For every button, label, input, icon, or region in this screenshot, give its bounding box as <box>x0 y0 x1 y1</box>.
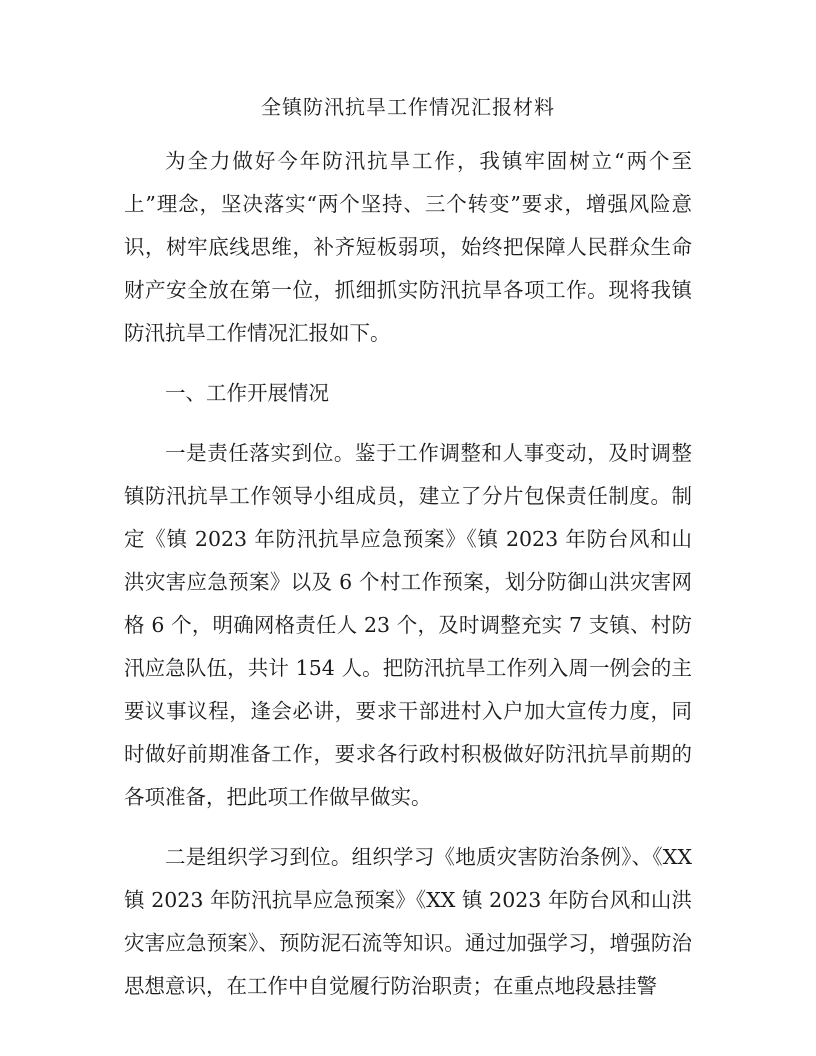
document-title: 全镇防汛抗旱工作情况汇报材料 <box>261 95 555 119</box>
document-body <box>124 140 692 1008</box>
body-paragraph-study: 二是组织学习到位。组织学习《地质灾害防治条例》、《XX 镇 2023 年防汛抗旱应急预案》《XX 镇 2023 年防台风和山洪灾害应急预案》、预防泥石流等知识。通过加强学习，增强防治思想意识，在工作中自觉履行防治职责；在重点地段悬挂警 <box>124 845 692 998</box>
intro-paragraph: 为全力做好今年防汛抗旱工作，我镇牢固树立“两个至上”理念，坚决落实“两个坚持、三个转变”要求，增强风险意识，树牢底线思维，补齐短板弱项，始终把保障人民群众生命财产安全放在第一位，抓细抓实防汛抗旱各项工作。现将我镇防汛抗旱工作情况汇报如下。 <box>124 149 692 345</box>
section-heading: 一、工作开展情况 <box>165 381 329 405</box>
body-paragraph-responsibility: 一是责任落实到位。鉴于工作调整和人事变动，及时调整镇防汛抗旱工作领导小组成员，建立了分片包保责任制度。制定《镇 2023 年防汛抗旱应急预案》《镇 2023 年防台风和山洪灾害应急预案》以及 6 个村工作预案，划分防御山洪灾害网格 6 个，明确网格责任人 23 个，及时调整充实 7 支镇、村防汛应急队伍，共计 154 人。把防汛抗旱工作列入周一例会的主要议事议程，逢会必讲，要求干部进村入户加大宣传力度，同时做好前期准备工作，要求各行政村积极做好防汛抗旱前期的各项准备，把此项工作做早做实。 <box>124 441 692 809</box>
